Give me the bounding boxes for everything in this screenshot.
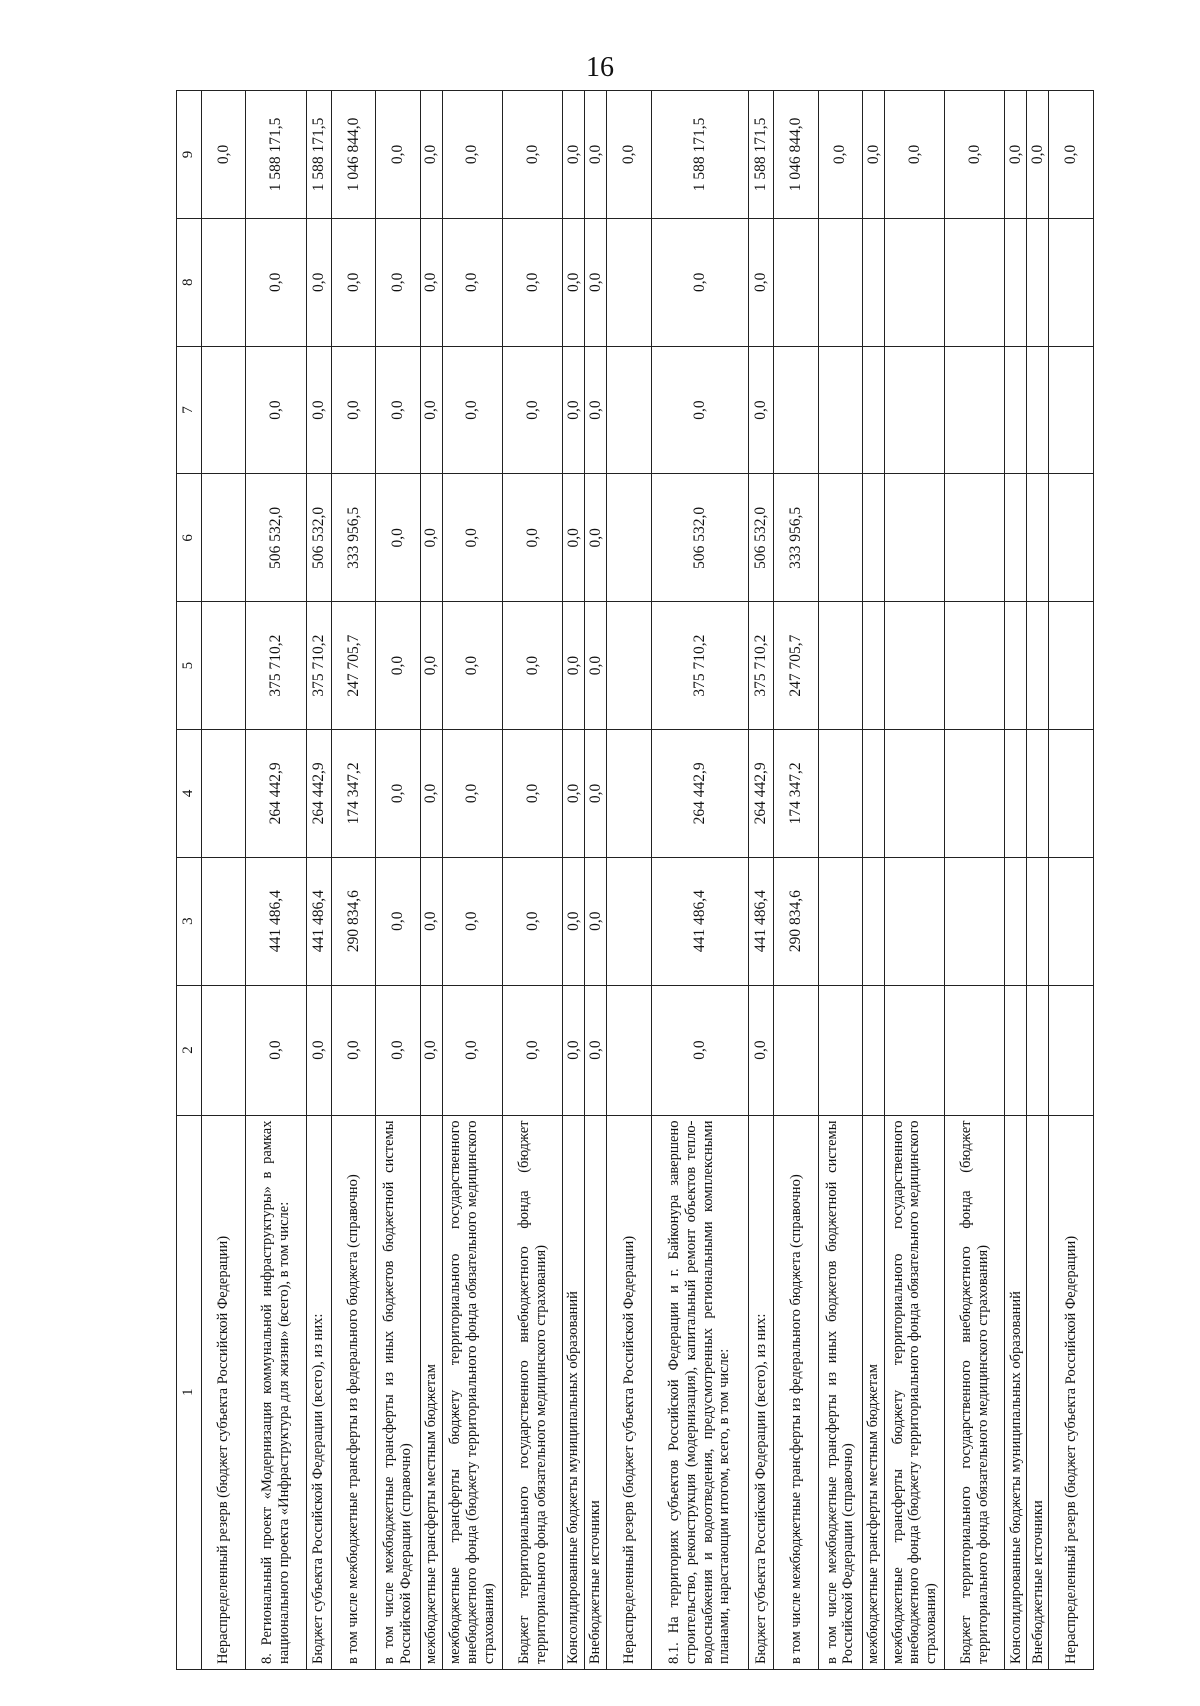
cell-value: 0,0 — [585, 730, 607, 858]
cell-value — [202, 985, 246, 1115]
cell-value: 0,0 — [420, 985, 442, 1115]
row-label: Нераспределенный резерв (бюджет субъекта Российской Федерации) — [202, 1115, 246, 1669]
column-header-2: 2 — [177, 985, 202, 1115]
cell-value: 506 532,0 — [306, 474, 331, 602]
cell-value — [202, 730, 246, 858]
cell-value — [884, 602, 944, 730]
cell-value: 441 486,4 — [246, 857, 306, 985]
cell-value: 0,0 — [503, 985, 563, 1115]
cell-value: 0,0 — [748, 218, 773, 346]
table-row — [202, 91, 246, 1670]
page-number: 16 — [586, 52, 614, 83]
cell-value — [607, 218, 651, 346]
cell-value: 247 705,7 — [774, 602, 818, 730]
cell-value: 0,0 — [748, 346, 773, 474]
row-label: межбюджетные трансферты местным бюджетам — [863, 1115, 885, 1669]
cell-value: 0,0 — [306, 218, 331, 346]
cell-value — [202, 474, 246, 602]
cell-value — [818, 218, 862, 346]
cell-value — [863, 985, 885, 1115]
cell-value — [818, 857, 862, 985]
cell-value: 441 486,4 — [748, 857, 773, 985]
cell-value: 0,0 — [563, 474, 585, 602]
cell-value — [202, 857, 246, 985]
cell-value — [945, 218, 1005, 346]
cell-value: 0,0 — [651, 218, 748, 346]
table-row — [585, 91, 607, 1670]
cell-value: 0,0 — [420, 218, 442, 346]
cell-value: 375 710,2 — [246, 602, 306, 730]
row-label: Внебюджетные источники — [1027, 1115, 1049, 1669]
cell-value: 0,0 — [563, 346, 585, 474]
cell-value: 0,0 — [376, 857, 420, 985]
column-header-9: 9 — [177, 91, 202, 219]
cell-value: 0,0 — [607, 91, 651, 219]
row-label: межбюджетные трансферты местным бюджетам — [420, 1115, 442, 1669]
cell-value — [818, 730, 862, 858]
cell-value — [863, 346, 885, 474]
cell-value: 0,0 — [442, 602, 502, 730]
cell-value: 333 956,5 — [774, 474, 818, 602]
row-label: Бюджет территориального государственного внебюджетного фонда (бюджет территориального фонда обязательного медицинского страхования) — [945, 1115, 1005, 1669]
cell-value — [884, 857, 944, 985]
row-label: межбюджетные трансферты бюджету территориального государственного внебюджетного фонда (бюджету территориального фонда обязательного медицинского страхования) — [442, 1115, 502, 1669]
cell-value: 0,0 — [376, 218, 420, 346]
row-label: в том числе межбюджетные трансферты из федерального бюджета (справочно) — [332, 1115, 376, 1669]
cell-value: 0,0 — [585, 218, 607, 346]
cell-value — [607, 602, 651, 730]
cell-value: 0,0 — [376, 91, 420, 219]
row-label: в том числе межбюджетные трансферты из иных бюджетов бюджетной системы Российской Федерации (справочно) — [376, 1115, 420, 1669]
cell-value: 0,0 — [442, 985, 502, 1115]
column-header-4: 4 — [177, 730, 202, 858]
cell-value: 0,0 — [442, 218, 502, 346]
cell-value — [884, 474, 944, 602]
table-row — [1005, 91, 1027, 1670]
cell-value — [1049, 857, 1094, 985]
cell-value: 0,0 — [442, 857, 502, 985]
cell-value: 0,0 — [503, 602, 563, 730]
cell-value: 0,0 — [1049, 91, 1094, 219]
cell-value: 506 532,0 — [246, 474, 306, 602]
cell-value: 264 442,9 — [748, 730, 773, 858]
cell-value — [945, 602, 1005, 730]
cell-value: 0,0 — [748, 985, 773, 1115]
cell-value — [818, 985, 862, 1115]
cell-value — [1049, 346, 1094, 474]
cell-value: 375 710,2 — [651, 602, 748, 730]
cell-value — [1049, 474, 1094, 602]
cell-value: 0,0 — [442, 91, 502, 219]
cell-value — [945, 857, 1005, 985]
cell-value: 0,0 — [884, 91, 944, 219]
cell-value — [863, 857, 885, 985]
cell-value: 1 046 844,0 — [332, 91, 376, 219]
table-row — [651, 91, 748, 1670]
column-header-6: 6 — [177, 474, 202, 602]
cell-value: 1 588 171,5 — [651, 91, 748, 219]
table-row — [306, 91, 331, 1670]
table-row — [945, 91, 1005, 1670]
table-row — [442, 91, 502, 1670]
cell-value — [1049, 730, 1094, 858]
cell-value — [945, 985, 1005, 1115]
column-header-5: 5 — [177, 602, 202, 730]
cell-value — [818, 602, 862, 730]
cell-value — [607, 730, 651, 858]
cell-value: 0,0 — [585, 346, 607, 474]
cell-value — [1005, 857, 1027, 985]
cell-value: 0,0 — [503, 857, 563, 985]
cell-value: 0,0 — [420, 857, 442, 985]
cell-value: 333 956,5 — [332, 474, 376, 602]
cell-value: 441 486,4 — [306, 857, 331, 985]
cell-value — [1005, 346, 1027, 474]
table-row — [884, 91, 944, 1670]
cell-value: 506 532,0 — [651, 474, 748, 602]
table-container — [176, 90, 1094, 1670]
cell-value — [774, 346, 818, 474]
cell-value — [1049, 218, 1094, 346]
cell-value: 0,0 — [503, 474, 563, 602]
row-label: в том числе межбюджетные трансферты из иных бюджетов бюджетной системы Российской Федерации (справочно) — [818, 1115, 862, 1669]
cell-value — [884, 218, 944, 346]
cell-value — [863, 474, 885, 602]
table-row — [376, 91, 420, 1670]
cell-value: 0,0 — [1027, 91, 1049, 219]
cell-value — [1027, 857, 1049, 985]
table-row — [774, 91, 818, 1670]
cell-value: 0,0 — [503, 346, 563, 474]
cell-value: 290 834,6 — [332, 857, 376, 985]
cell-value — [607, 985, 651, 1115]
cell-value: 375 710,2 — [748, 602, 773, 730]
cell-value: 0,0 — [332, 985, 376, 1115]
table-row — [748, 91, 773, 1670]
cell-value: 0,0 — [332, 346, 376, 474]
cell-value: 0,0 — [585, 985, 607, 1115]
cell-value — [607, 474, 651, 602]
cell-value — [884, 346, 944, 474]
header-row — [177, 91, 202, 1670]
cell-value — [1049, 602, 1094, 730]
cell-value — [863, 730, 885, 858]
cell-value: 0,0 — [420, 730, 442, 858]
cell-value: 0,0 — [563, 730, 585, 858]
cell-value: 264 442,9 — [651, 730, 748, 858]
cell-value — [1027, 730, 1049, 858]
cell-value: 1 046 844,0 — [774, 91, 818, 219]
cell-value — [884, 985, 944, 1115]
cell-value: 0,0 — [585, 91, 607, 219]
cell-value: 0,0 — [585, 602, 607, 730]
cell-value — [1005, 730, 1027, 858]
cell-value — [774, 218, 818, 346]
cell-value — [884, 730, 944, 858]
cell-value: 264 442,9 — [306, 730, 331, 858]
cell-value: 0,0 — [651, 985, 748, 1115]
cell-value — [818, 474, 862, 602]
cell-value: 0,0 — [503, 91, 563, 219]
cell-value — [202, 218, 246, 346]
row-label: Нераспределенный резерв (бюджет субъекта Российской Федерации) — [607, 1115, 651, 1669]
cell-value — [202, 346, 246, 474]
cell-value: 0,0 — [585, 474, 607, 602]
budget-table — [176, 90, 1094, 1670]
row-label: Внебюджетные источники — [585, 1115, 607, 1669]
cell-value: 0,0 — [563, 91, 585, 219]
cell-value: 290 834,6 — [774, 857, 818, 985]
table-row — [420, 91, 442, 1670]
cell-value: 247 705,7 — [332, 602, 376, 730]
cell-value — [1005, 474, 1027, 602]
cell-value — [945, 346, 1005, 474]
cell-value: 0,0 — [585, 857, 607, 985]
column-header-3: 3 — [177, 857, 202, 985]
row-label: Бюджет субъекта Российской Федерации (всего), из них: — [748, 1115, 773, 1669]
row-label: Бюджет субъекта Российской Федерации (всего), из них: — [306, 1115, 331, 1669]
cell-value — [202, 602, 246, 730]
table-row — [607, 91, 651, 1670]
column-header-7: 7 — [177, 346, 202, 474]
cell-value: 1 588 171,5 — [306, 91, 331, 219]
cell-value — [1027, 346, 1049, 474]
cell-value — [1005, 985, 1027, 1115]
cell-value: 0,0 — [376, 602, 420, 730]
table-row — [503, 91, 563, 1670]
cell-value: 0,0 — [442, 346, 502, 474]
cell-value: 1 588 171,5 — [748, 91, 773, 219]
row-label: Консолидированные бюджеты муниципальных образований — [1005, 1115, 1027, 1669]
cell-value — [1005, 602, 1027, 730]
cell-value: 0,0 — [863, 91, 885, 219]
cell-value: 506 532,0 — [748, 474, 773, 602]
cell-value — [863, 218, 885, 346]
table-row — [818, 91, 862, 1670]
column-header-1: 1 — [177, 1115, 202, 1669]
cell-value: 174 347,2 — [332, 730, 376, 858]
row-label: в том числе межбюджетные трансферты из федерального бюджета (справочно) — [774, 1115, 818, 1669]
cell-value — [607, 857, 651, 985]
cell-value: 0,0 — [651, 346, 748, 474]
cell-value: 0,0 — [420, 346, 442, 474]
row-label: Консолидированные бюджеты муниципальных образований — [563, 1115, 585, 1669]
cell-value: 0,0 — [332, 218, 376, 346]
cell-value: 0,0 — [420, 474, 442, 602]
table-body — [202, 91, 1094, 1670]
table-row — [563, 91, 585, 1670]
cell-value — [607, 346, 651, 474]
cell-value: 441 486,4 — [651, 857, 748, 985]
cell-value: 1 588 171,5 — [246, 91, 306, 219]
cell-value — [1027, 218, 1049, 346]
row-label: межбюджетные трансферты бюджету территориального государственного внебюджетного фонда (бюджету территориального фонда обязательного медицинского страхования) — [884, 1115, 944, 1669]
cell-value — [1027, 474, 1049, 602]
cell-value: 0,0 — [202, 91, 246, 219]
cell-value: 0,0 — [246, 218, 306, 346]
cell-value: 0,0 — [563, 985, 585, 1115]
cell-value: 0,0 — [246, 346, 306, 474]
cell-value — [818, 346, 862, 474]
row-label: Бюджет территориального государственного внебюджетного фонда (бюджет территориального фонда обязательного медицинского страхования) — [503, 1115, 563, 1669]
table-row — [863, 91, 885, 1670]
rotated-table-area — [176, 90, 1094, 1670]
table-row — [246, 91, 306, 1670]
row-label: Нераспределенный резерв (бюджет субъекта Российской Федерации) — [1049, 1115, 1094, 1669]
table-row — [1027, 91, 1049, 1670]
table-row — [1049, 91, 1094, 1670]
cell-value — [1027, 985, 1049, 1115]
row-label: 8. Региональный проект «Модернизация коммунальной инфраструктуры» в рамках национального проекта «Инфраструктура для жизни» (всего), в том числе: — [246, 1115, 306, 1669]
cell-value: 0,0 — [945, 91, 1005, 219]
column-header-8: 8 — [177, 218, 202, 346]
cell-value — [863, 602, 885, 730]
cell-value: 0,0 — [376, 985, 420, 1115]
cell-value: 375 710,2 — [306, 602, 331, 730]
cell-value: 0,0 — [376, 730, 420, 858]
cell-value: 0,0 — [376, 474, 420, 602]
cell-value: 0,0 — [563, 602, 585, 730]
cell-value: 0,0 — [563, 218, 585, 346]
cell-value: 264 442,9 — [246, 730, 306, 858]
cell-value — [1027, 602, 1049, 730]
cell-value: 0,0 — [306, 985, 331, 1115]
cell-value: 0,0 — [246, 985, 306, 1115]
cell-value — [945, 474, 1005, 602]
cell-value — [1049, 985, 1094, 1115]
cell-value: 0,0 — [442, 730, 502, 858]
cell-value: 0,0 — [563, 857, 585, 985]
row-label: 8.1. На территориях субъектов Российской Федерации и г. Байконура завершено строительство, реконструкция (модернизация), капитальный ремонт объектов тепло-водоснабжения и водоотведения, предусмотренных региональными комплексными планами, нарастающим итогом, всего, в том числе: — [651, 1115, 748, 1669]
cell-value: 0,0 — [818, 91, 862, 219]
cell-value: 0,0 — [306, 346, 331, 474]
cell-value: 0,0 — [503, 218, 563, 346]
cell-value: 0,0 — [420, 602, 442, 730]
cell-value: 0,0 — [503, 730, 563, 858]
cell-value: 0,0 — [1005, 91, 1027, 219]
cell-value: 174 347,2 — [774, 730, 818, 858]
cell-value: 0,0 — [442, 474, 502, 602]
cell-value — [774, 985, 818, 1115]
table-row — [332, 91, 376, 1670]
cell-value — [945, 730, 1005, 858]
cell-value — [1005, 218, 1027, 346]
cell-value: 0,0 — [376, 346, 420, 474]
cell-value: 0,0 — [420, 91, 442, 219]
